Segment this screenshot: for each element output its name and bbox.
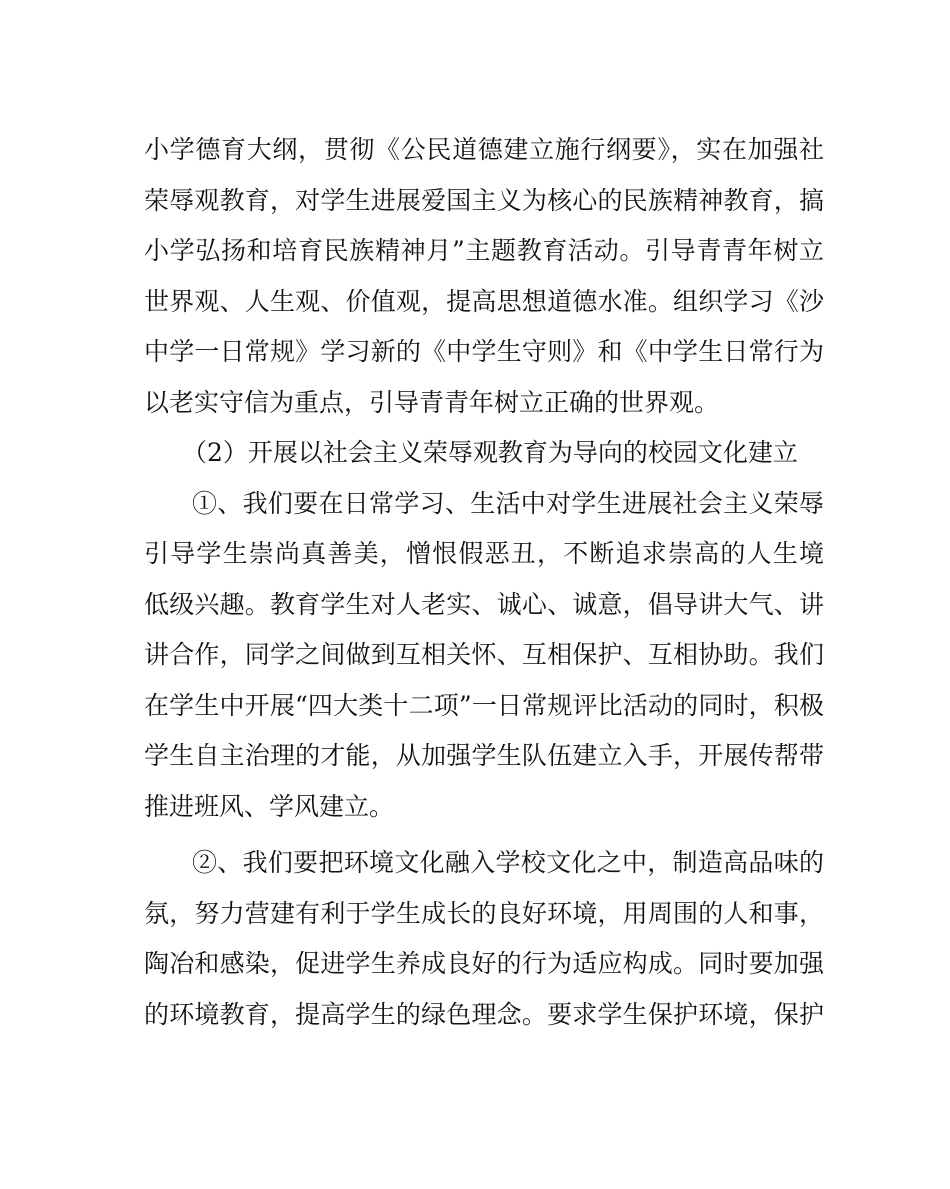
text-line: 陶冶和感染，促进学生养成良好的行为适应构成。同时要加强 bbox=[144, 949, 824, 978]
paragraph-item-2 bbox=[144, 838, 824, 1040]
text-line: 氛，努力营建有利于学生成长的良好环境，用周围的人和事， bbox=[144, 898, 824, 928]
text-line: 小学弘扬和培育民族精神月”主题教育活动。引导青青年树立 bbox=[144, 236, 824, 265]
text-line: 世界观、人生观、价值观，提高思想道德水准。组织学习《沙 bbox=[144, 286, 824, 316]
text-line: 以老实守信为重点，引导青青年树立正确的世界观。 bbox=[144, 387, 720, 417]
text-line: 推进班风、学风建立。 bbox=[144, 791, 395, 821]
section-heading: （2）开展以社会主义荣辱观教育为导向的校园文化建立 bbox=[182, 438, 798, 467]
document-body bbox=[144, 125, 824, 1040]
text-line: 的环境教育，提高学生的绿色理念。要求学生保护环境，保护 bbox=[144, 999, 824, 1029]
text-line: 学生自主治理的才能，从加强学生队伍建立入手，开展传帮带 bbox=[144, 741, 824, 770]
text-line: ②、我们要把环境文化融入学校文化之中，制造高品味的 bbox=[192, 848, 824, 877]
text-line: 低级兴趣。教育学生对人老实、诚心、诚意，倡导讲大气、讲 bbox=[144, 589, 824, 619]
text-line: ①、我们要在日常学习、生活中对学生进展社会主义荣辱 bbox=[192, 488, 824, 518]
text-line: 中学一日常规》学习新的《中学生守则》和《中学生日常行为 bbox=[144, 337, 824, 366]
text-line: 讲合作，同学之间做到互相关怀、互相保护、互相协助。我们 bbox=[144, 640, 824, 669]
text-line: 引导学生崇尚真善美，憎恨假恶丑，不断追求崇高的人生境 bbox=[144, 539, 824, 568]
text-line: 在学生中开展“四大类十二项”一日常规评比活动的同时，积极 bbox=[144, 690, 824, 720]
paragraph-moral-education bbox=[144, 125, 824, 428]
text-line: 荣辱观教育，对学生进展爱国主义为核心的民族精神教育，搞 bbox=[144, 185, 824, 215]
text-line: 小学德育大纲，贯彻《公民道德建立施行纲要》，实在加强社 bbox=[144, 135, 824, 164]
paragraph-item-1 bbox=[144, 479, 824, 833]
